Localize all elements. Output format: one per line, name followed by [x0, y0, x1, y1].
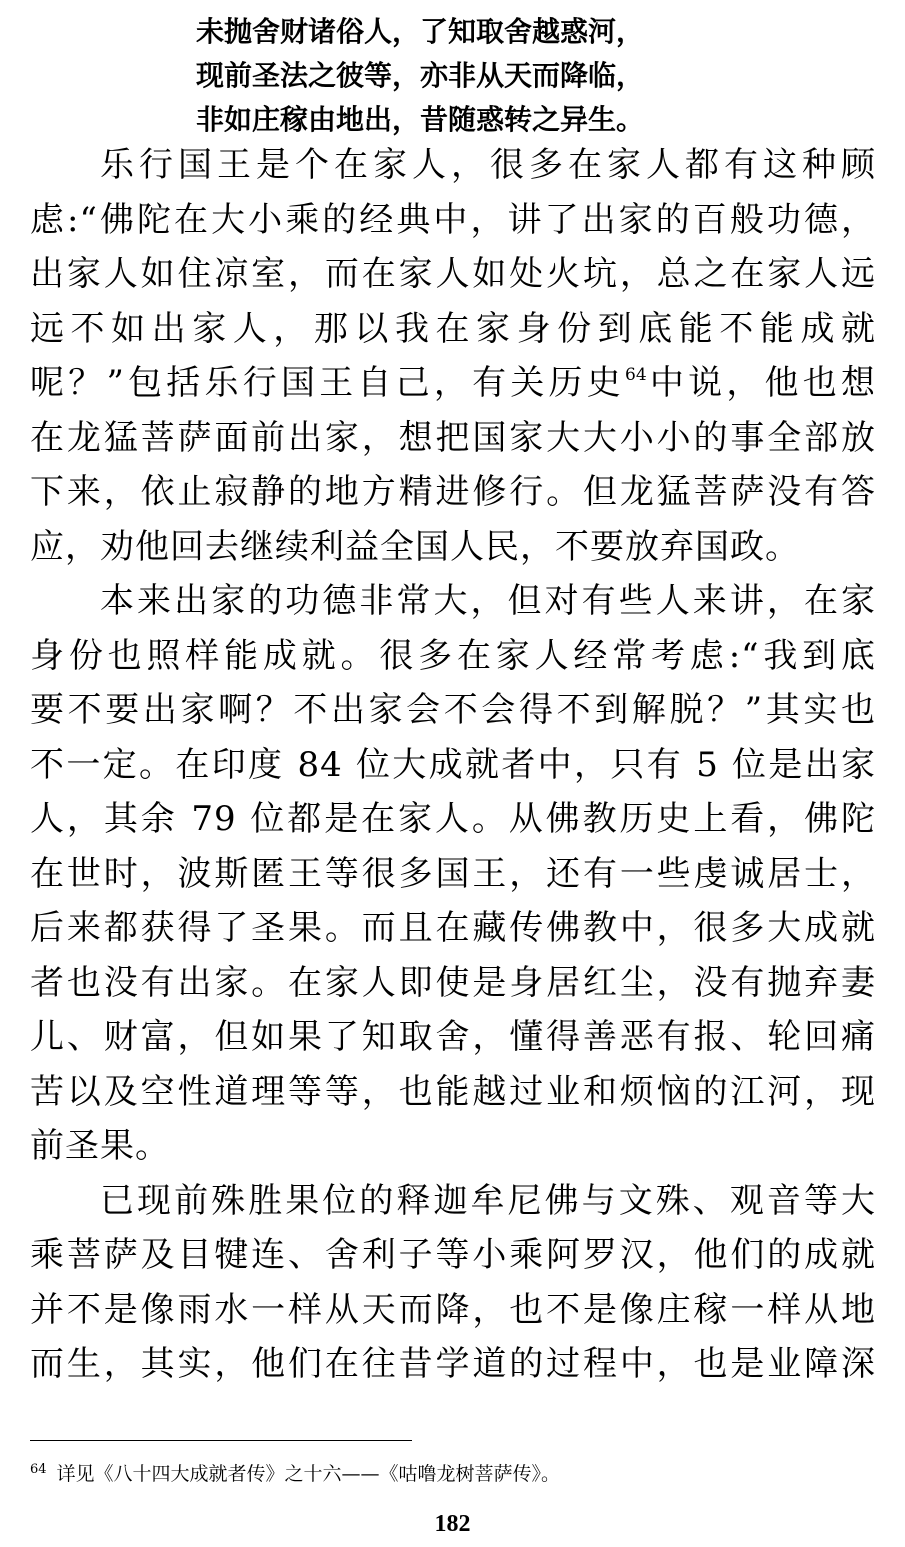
paragraph-line: 身份也照样能成就。很多在家人经常考虑:“我到底 [30, 635, 876, 676]
paragraph-line: 后来都获得了圣果。而且在藏传佛教中，很多大成就 [30, 908, 876, 948]
paragraph-line: 要不要出家啊？不出家会不会得不到解脱？”其实也 [30, 690, 876, 730]
verse-line: 未抛舍财诸俗人，了知取舍越惑河， [196, 15, 645, 48]
line-segment: 中说，他也想 [646, 363, 876, 403]
paragraph-line: 在世时，波斯匿王等很多国王，还有一些虔诚居士， [30, 853, 876, 894]
line-segment: 呢？”包括乐行国王自己，有关历史 [30, 363, 625, 403]
paragraph-line: 前圣果。 [30, 1126, 170, 1166]
paragraph-line: 乐行国王是个在家人，很多在家人都有这种顾 [100, 145, 876, 185]
paragraph-line: 苦以及空性道理等等，也能越过业和烦恼的江河，现 [30, 1071, 876, 1112]
footnote-number: 64 [30, 1462, 47, 1477]
paragraph-line: 乘菩萨及目犍连、舍利子等小乘阿罗汉，他们的成就 [30, 1235, 876, 1275]
paragraph-line: 不一定。在印度 84 位大成就者中，只有 5 位是出家 [30, 744, 876, 785]
paragraph-line: 而生，其实，他们在往昔学道的过程中，也是业障深 [30, 1344, 876, 1384]
paragraph-line: 并不是像雨水一样从天而降，也不是像庄稼一样从地 [30, 1289, 876, 1330]
page-number: 182 [434, 1511, 471, 1537]
paragraph-line: 在龙猛菩萨面前出家，想把国家大大小小的事全部放 [30, 417, 876, 458]
verse-block [0, 10, 905, 142]
paragraph-line: 者也没有出家。在家人即使是身居红尘，没有抛弃妻 [30, 962, 876, 1003]
footnote-reference[interactable]: 64 [625, 365, 647, 385]
paragraph-line: 应，劝他回去继续利益全国人民，不要放弃国政。 [30, 526, 800, 567]
footnote-text: 详见《八十四大成就者传》之十六——《咕噜龙树菩萨传》。 [56, 1463, 561, 1485]
paragraph-line: 本来出家的功德非常大，但对有些人来讲，在家 [100, 581, 876, 621]
body-text [30, 138, 876, 1392]
verse-line: 非如庄稼由地出，昔随惑转之异生。 [196, 103, 645, 136]
footnote-divider [30, 1440, 412, 1441]
paragraph-line: 人，其余 79 位都是在家人。从佛教历史上看，佛陀 [30, 799, 876, 839]
paragraph-line: 儿、财富，但如果了知取舍，懂得善恶有报、轮回痛 [30, 1017, 876, 1057]
paragraph-line [30, 356, 876, 411]
paragraph-line: 已现前殊胜果位的释迦牟尼佛与文殊、观音等大 [100, 1180, 876, 1221]
paragraph-line: 下来，依止寂静的地方精进修行。但龙猛菩萨没有答 [30, 472, 876, 512]
paragraph-line: 出家人如住凉室，而在家人如处火坑，总之在家人远 [30, 254, 876, 294]
verse-line: 现前圣法之彼等，亦非从天而降临， [196, 59, 645, 92]
paragraph-line: 远不如出家人，那以我在家身份到底能不能成就 [30, 308, 876, 349]
paragraph-line: 虑:“佛陀在大小乘的经典中，讲了出家的百般功德， [30, 199, 876, 240]
footnote [30, 1456, 560, 1488]
